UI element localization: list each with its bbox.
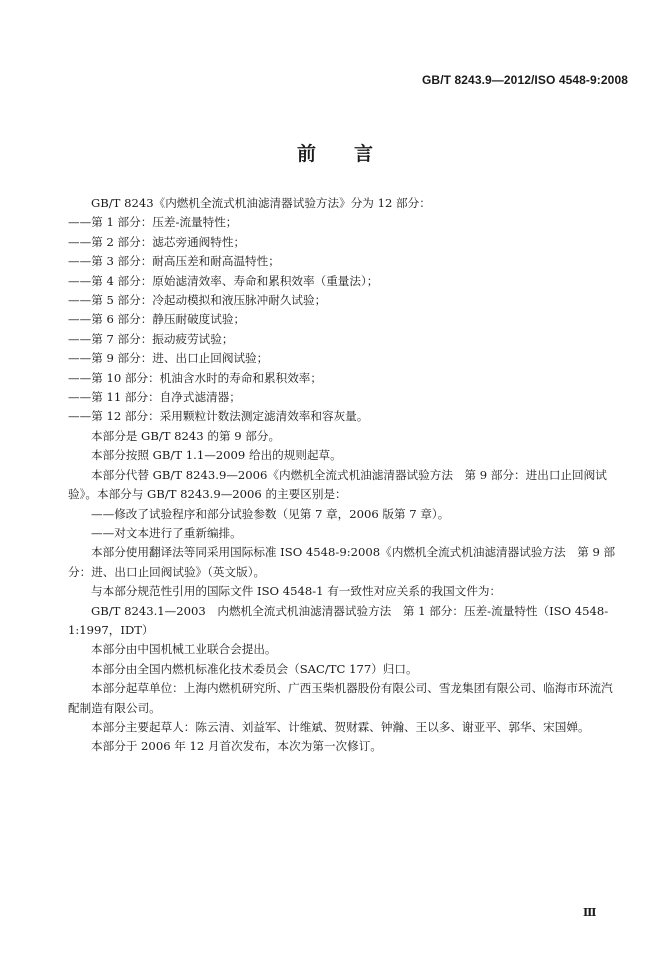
paragraph-committee: 本部分由全国内燃机标准化技术委员会（SAC/TC 177）归口。 (91, 661, 418, 676)
paragraph-replacement: 本部分代替 GB/T 8243.9—2006《内燃机全流式机油滤清器试验方法 第 9 部分：进出口止回阀试验》。本部分与 GB/T 8243.9—2006 的主要区别是： (68, 467, 607, 502)
list-item-part-3: ——第 3 部分：耐高压差和耐高温特性； (68, 254, 280, 269)
list-item-change-2: ——对文本进行了重新编排。 (91, 525, 242, 540)
list-item-part-9: ——第 9 部分：进、出口止回阀试验； (68, 351, 269, 366)
list-item-part-5: ——第 5 部分：冷起动模拟和液压脉冲耐久试验； (68, 293, 327, 308)
paragraph-history: 本部分于 2006 年 12 月首次发布，本次为第一次修订。 (91, 739, 382, 754)
paragraph-part-statement: 本部分是 GB/T 8243 的第 9 部分。 (91, 428, 281, 443)
page-number: Ⅲ (583, 906, 597, 919)
standard-code-header: GB/T 8243.9—2012/ISO 4548-9:2008 (422, 73, 628, 87)
list-item-part-2: ——第 2 部分：滤芯旁通阀特性； (68, 234, 246, 249)
page-title: 前言 (296, 143, 411, 165)
paragraph-reference-item: GB/T 8243.1—2003 内燃机全流式机油滤清器试验方法 第 1 部分：压差-流量特性（ISO 4548-1:1997，IDT） (68, 603, 609, 637)
paragraph-drafters: 本部分主要起草人：陈云清、刘益军、计维斌、贺财霖、钟瀚、王以多、谢亚平、郭华、宋国婵。 (91, 719, 590, 734)
paragraph-drafting-rules: 本部分按照 GB/T 1.1—2009 给出的规则起草。 (91, 448, 342, 463)
list-item-part-10: ——第 10 部分：机油含水时的寿命和累积效率； (68, 370, 322, 385)
list-item-part-11: ——第 11 部分：自净式滤清器； (68, 390, 241, 405)
list-item-part-7: ——第 7 部分：振动疲劳试验； (68, 331, 234, 346)
list-item-part-12: ——第 12 部分：采用颗粒计数法测定滤清效率和容灰量。 (68, 409, 369, 424)
paragraph-reference-intro: 与本部分规范性引用的国际文件 ISO 4548-1 有一致性对应关系的我国文件为： (91, 584, 502, 599)
paragraph-intro: GB/T 8243《内燃机全流式机油滤清器试验方法》分为 12 部分： (91, 196, 431, 210)
list-item-part-6: ——第 6 部分：静压耐破度试验； (68, 312, 246, 327)
paragraph-drafting-units: 本部分起草单位：上海内燃机研究所、广西玉柴机器股份有限公司、雪龙集团有限公司、临海市环流汽配制造有限公司。 (68, 681, 613, 715)
list-item-part-4: ——第 4 部分：原始滤清效率、寿命和累积效率（重量法）； (68, 273, 379, 288)
foreword-body (68, 194, 624, 757)
list-item-change-1: ——修改了试验程序和部分试验参数（见第 7 章，2006 版第 7 章）。 (91, 506, 450, 521)
paragraph-proposer: 本部分由中国机械工业联合会提出。 (91, 642, 277, 657)
paragraph-adoption: 本部分使用翻译法等同采用国际标准 ISO 4548-9:2008《内燃机全流式机油滤清器试验方法 第 9 部分：进、出口止回阀试验》（英文版）。 (68, 545, 616, 579)
list-item-part-1: ——第 1 部分：压差-流量特性； (68, 215, 238, 230)
